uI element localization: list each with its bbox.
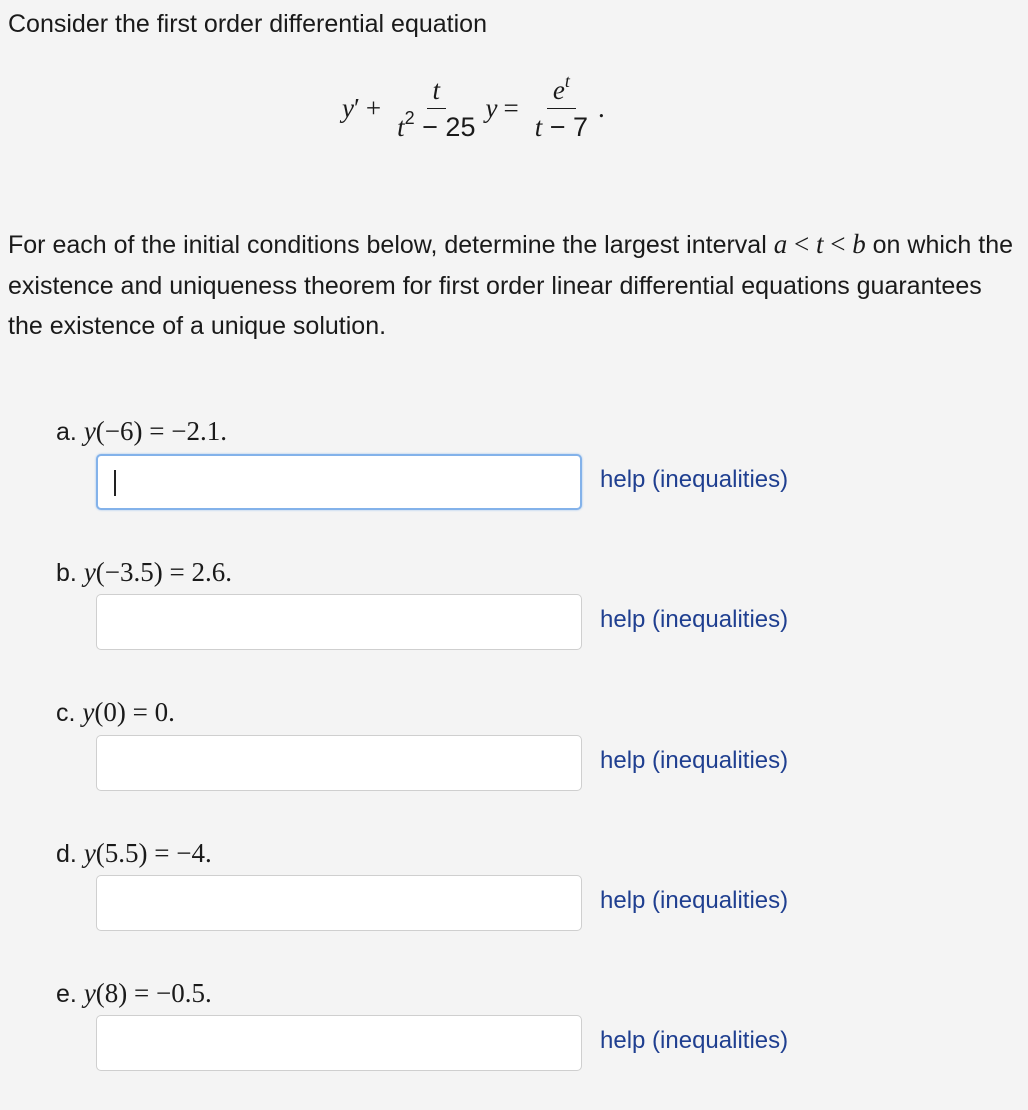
eq-frac1-numerator: t [427, 74, 447, 109]
eq-frac2-denominator: t − 7 [534, 112, 588, 142]
part-a-label: a. y(−6) = −2.1. [56, 416, 227, 446]
eq-plus: + [365, 93, 382, 123]
differential-equation [342, 71, 605, 143]
part-d-help-link[interactable]: help (inequalities) [600, 887, 789, 914]
interval-expression: a < t < b [773, 229, 866, 259]
eq-fraction-rhs [529, 71, 594, 143]
intro-text: Consider the first order differential equation [8, 10, 487, 38]
part-c-label: c. y(0) = 0. [56, 697, 175, 727]
eq-equals: = [503, 93, 519, 123]
part-b-answer-input[interactable] [96, 594, 582, 650]
eq-y: y [485, 93, 498, 123]
part-c-answer-input[interactable] [96, 735, 582, 791]
part-a-help-link[interactable]: help (inequalities) [600, 466, 789, 493]
part-d-answer-input[interactable] [96, 875, 582, 931]
part-e-answer-input[interactable] [96, 1015, 582, 1071]
eq-frac2-numerator: $e^t$ [547, 74, 576, 109]
part-c-help-link[interactable]: help (inequalities) [600, 747, 789, 774]
eq-frac1-denominator: $t^2 - 25$ [397, 108, 476, 142]
eq-period: . [598, 93, 605, 123]
part-d-label: d. y(5.5) = −4. [56, 838, 212, 868]
eq-prime: ′ [353, 93, 360, 123]
part-e-help-link[interactable]: help (inequalities) [600, 1027, 789, 1054]
part-a-answer-input[interactable] [96, 454, 582, 510]
eq-fraction-coefficient [391, 74, 481, 143]
eq-lhs-y: y [342, 93, 354, 123]
part-e-label: e. y(8) = −0.5. [56, 978, 212, 1008]
text-caret [114, 470, 116, 496]
part-b-label: b. y(−3.5) = 2.6. [56, 557, 232, 587]
part-b-help-link[interactable]: help (inequalities) [600, 606, 789, 633]
instructions: For each of the initial conditions below, determine the largest interval a < t < b on which the existence and uniqueness theorem for first order linear differential equations guarantees the existence of a unique solution. [8, 229, 1014, 340]
